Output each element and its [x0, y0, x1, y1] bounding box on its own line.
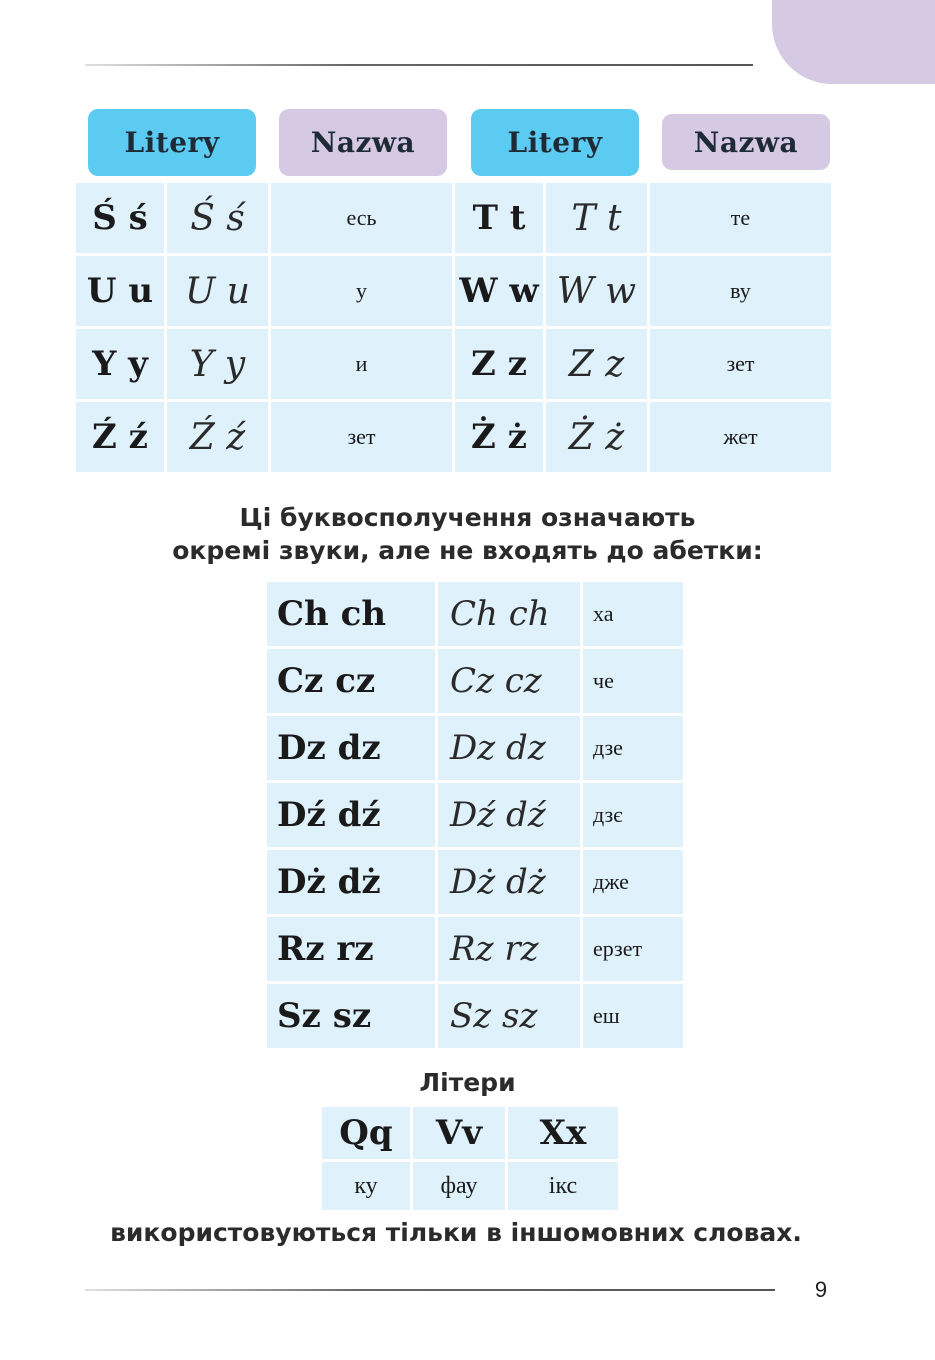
- digraph-name: че: [583, 649, 683, 713]
- table-row: [267, 716, 683, 780]
- letter-name: жет: [650, 402, 831, 472]
- digraph-printed: Cz cz: [267, 649, 435, 713]
- table-row: [322, 1107, 618, 1159]
- header-nazwa-left: Nazwa: [279, 109, 447, 176]
- printed-letter: U u: [76, 256, 164, 326]
- table-row: [76, 329, 831, 399]
- digraph-script: Dź dź: [438, 783, 580, 847]
- script-letter: Ś ś: [167, 183, 268, 253]
- letter-name: у: [271, 256, 452, 326]
- foreign-letter-name: ку: [322, 1162, 410, 1210]
- printed-letter: Ś ś: [76, 183, 164, 253]
- letter-name: ву: [650, 256, 831, 326]
- digraph-script: Sz sz: [438, 984, 580, 1048]
- digraph-name: дже: [583, 850, 683, 914]
- table-row: [267, 783, 683, 847]
- alphabet-table: [73, 180, 834, 475]
- script-letter: Y y: [167, 329, 268, 399]
- table-row: [267, 850, 683, 914]
- foreign-letter-name: фау: [413, 1162, 505, 1210]
- page-number: 9: [814, 1277, 828, 1302]
- script-letter: Ż ż: [546, 402, 647, 472]
- table-row: [267, 984, 683, 1048]
- letter-name: те: [650, 183, 831, 253]
- header-litery-right: Litery: [471, 109, 639, 176]
- digraph-printed: Dź dź: [267, 783, 435, 847]
- foreign-letter: Xx: [508, 1107, 618, 1159]
- digraph-script: Dz dz: [438, 716, 580, 780]
- letter-name: зет: [271, 402, 452, 472]
- printed-letter: Ż ż: [455, 402, 543, 472]
- digraph-script: Ch ch: [438, 582, 580, 646]
- letter-name: есь: [271, 183, 452, 253]
- digraph-printed: Dz dz: [267, 716, 435, 780]
- corner-tab-decoration: [772, 0, 935, 84]
- digraph-name: дзє: [583, 783, 683, 847]
- script-letter: W w: [546, 256, 647, 326]
- script-letter: Ź ź: [167, 402, 268, 472]
- letters-title: Літери: [419, 1068, 516, 1097]
- digraph-printed: Sz sz: [267, 984, 435, 1048]
- digraph-script: Rz rz: [438, 917, 580, 981]
- top-divider: [85, 64, 753, 66]
- digraph-name: ха: [583, 582, 683, 646]
- table-row: [322, 1162, 618, 1210]
- digraph-name: еш: [583, 984, 683, 1048]
- foreign-letters-table: [319, 1104, 621, 1213]
- header-litery-left: Litery: [88, 109, 256, 176]
- printed-letter: Ź ź: [76, 402, 164, 472]
- table-row: [267, 649, 683, 713]
- digraph-name: дзе: [583, 716, 683, 780]
- script-letter: Z z: [546, 329, 647, 399]
- printed-letter: W w: [455, 256, 543, 326]
- table-row: [267, 917, 683, 981]
- printed-letter: Y y: [76, 329, 164, 399]
- digraph-script: Dż dż: [438, 850, 580, 914]
- digraph-printed: Dż dż: [267, 850, 435, 914]
- foreign-letter: Vv: [413, 1107, 505, 1159]
- digraph-name: ерзет: [583, 917, 683, 981]
- caption-line-1: Ці буквосполучення означають: [239, 503, 696, 532]
- script-letter: T t: [546, 183, 647, 253]
- table-row: [76, 183, 831, 253]
- header-nazwa-right: Nazwa: [662, 114, 830, 170]
- table-row: [76, 402, 831, 472]
- bottom-divider: [85, 1289, 775, 1291]
- digraph-printed: Ch ch: [267, 582, 435, 646]
- table-row: [76, 256, 831, 326]
- table-row: [267, 582, 683, 646]
- script-letter: U u: [167, 256, 268, 326]
- foreign-letter: Qq: [322, 1107, 410, 1159]
- caption-line-2: окремі звуки, але не входять до абетки:: [172, 536, 763, 565]
- digraph-printed: Rz rz: [267, 917, 435, 981]
- footer-text: використовуються тільки в іншомовних словах.: [110, 1218, 802, 1247]
- digraph-script: Cz cz: [438, 649, 580, 713]
- digraph-table: [264, 579, 686, 1051]
- letter-name: и: [271, 329, 452, 399]
- letter-name: зет: [650, 329, 831, 399]
- printed-letter: T t: [455, 183, 543, 253]
- printed-letter: Z z: [455, 329, 543, 399]
- foreign-letter-name: ікс: [508, 1162, 618, 1210]
